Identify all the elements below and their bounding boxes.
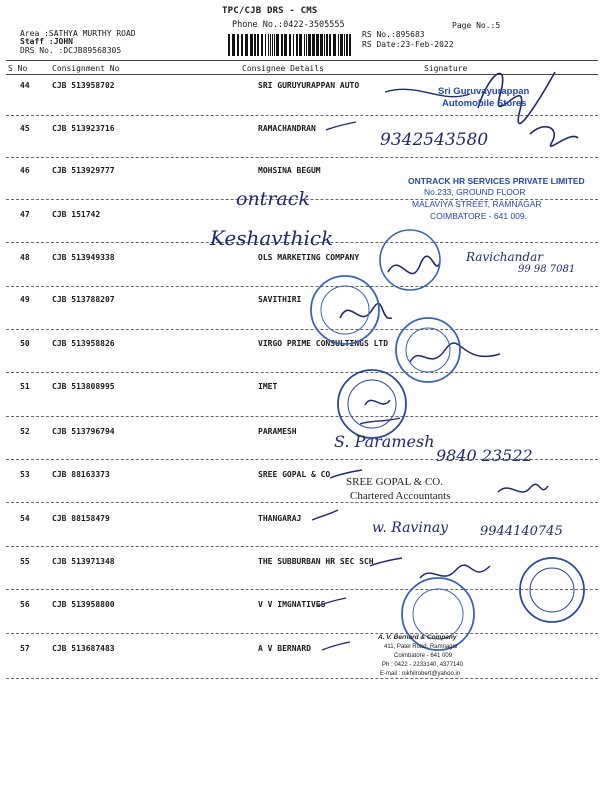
handwritten-thangaraj-num: 9944140745 [480, 524, 563, 539]
row-consignment: CJB 513929777 [52, 166, 115, 175]
col-sno: S No [8, 64, 28, 73]
col-signature: Signature [424, 64, 468, 73]
signature-49 [340, 303, 392, 318]
drs-number: DRS No. :DCJB89568305 [20, 46, 122, 55]
row-consignment: CJB 513958800 [52, 600, 115, 609]
row-sno: 44 [20, 81, 30, 90]
row-consignee: V V IMGNATIVES [258, 600, 326, 609]
staff: Staff :JOHN [20, 37, 73, 46]
row-sno: 49 [20, 295, 30, 304]
guruvayurappan-stamp-line2: Automobile Stores [442, 98, 527, 109]
row-consignee: MOHSINA BEGUM [258, 166, 321, 175]
row-sno: 54 [20, 514, 30, 523]
row-sno: 57 [20, 644, 30, 653]
row-consignee: VIRGO PRIME CONSULTINGS LTD [258, 339, 389, 348]
signature-53 [498, 484, 548, 492]
row-consignee: SREE GOPAL & CO [258, 470, 331, 479]
handwritten-ravichandar-num: 99 98 7081 [518, 264, 576, 275]
row-consignment: CJB 513923716 [52, 124, 115, 133]
row-consignee: SRI GURUYURAPPAN AUTO [258, 81, 360, 90]
handwritten-ravichandar: Ravichandar [466, 250, 543, 264]
handwritten-phone-45: 9342543580 [380, 130, 489, 150]
row-consignee: PARAMESH [258, 427, 297, 436]
row-sno: 51 [20, 382, 30, 391]
row-consignee: IMET [258, 382, 278, 391]
bernard-stamp-line1: A. V. Bernard & Company [378, 634, 457, 641]
signature-45 [530, 127, 578, 147]
row-consignee: THE SUBBURBAN HR SEC SCH [258, 557, 374, 566]
row-consignee: RAMACHANDRAN [258, 124, 316, 133]
row-consignment: CJB 513958826 [52, 339, 115, 348]
ontrack-stamp-line2: No.233, GROUND FLOOR [424, 187, 526, 197]
handwritten-thangaraj-sig: w. Ravinay [372, 520, 449, 536]
row-consignee: SAVITHIRI [258, 295, 302, 304]
row-consignment: CJB 513687483 [52, 644, 115, 653]
row-consignment: CJB 513949338 [52, 253, 115, 262]
rs-date: RS Date:23-Feb-2022 [362, 40, 454, 49]
row-sno: 48 [20, 253, 30, 262]
ontrack-stamp-line3: MALAVIYA STREET, RAMNAGAR [412, 199, 542, 209]
ontrack-stamp-line1: ONTRACK HR SERVICES PRIVATE LIMITED [408, 176, 585, 186]
row-consignment: CJB 513808995 [52, 382, 115, 391]
page-number: Page No.:5 [452, 21, 501, 30]
bernard-stamp-line4: Ph : 0422 - 2233140, 4377140 [382, 662, 464, 668]
row-consignment: CJB 513788207 [52, 295, 115, 304]
signature-51 [365, 400, 390, 405]
row-sno: 56 [20, 600, 30, 609]
sreegopal-stamp-line1: SREE GOPAL & CO. [346, 476, 443, 488]
bernard-stamp-line3: Coimbatore - 641 009 [394, 653, 453, 659]
handwritten-keshavthick: Keshavthick [210, 226, 334, 250]
bernard-stamp-line2: 411, Patel Road, Ramnagar [384, 644, 458, 650]
rs-number: RS No.:895683 [362, 30, 425, 39]
row-consignment: CJB 151742 [52, 210, 101, 219]
row-sno: 45 [20, 124, 30, 133]
phone-number: Phone No.:0422-3505555 [232, 20, 345, 30]
row-consignee: OLS MARKETING COMPANY [258, 253, 360, 262]
row-sno: 50 [20, 339, 30, 348]
area: Area :SATHYA MURTHY ROAD [20, 29, 136, 38]
row-consignment: CJB 513796794 [52, 427, 115, 436]
row-consignee: A V BERNARD [258, 644, 311, 653]
row-consignee: THANGARAJ [258, 514, 302, 523]
signature-48 [388, 256, 440, 273]
row-sno: 55 [20, 557, 30, 566]
row-sno: 53 [20, 470, 30, 479]
guruvayurappan-stamp-line1: Sri Guruvayurappan [438, 86, 530, 97]
row-consignment: CJB 513958702 [52, 81, 115, 90]
handwritten-ontrack: ontrack [236, 188, 310, 210]
handwritten-paramesh-num: 9840 23522 [436, 446, 533, 465]
row-sno: 47 [20, 210, 30, 219]
signature-55 [420, 565, 490, 578]
signature-50 [410, 343, 500, 362]
col-consignment: Consignment No [52, 64, 120, 73]
row-consignment: CJB 513971348 [52, 557, 115, 566]
row-sno: 46 [20, 166, 30, 175]
sreegopal-stamp-line2: Chartered Accountants [350, 490, 451, 502]
ontrack-stamp-line4: COIMBATORE - 641 009. [430, 211, 527, 221]
handwritten-paramesh: S. Paramesh [334, 432, 435, 451]
row-sno: 52 [20, 427, 30, 436]
col-consignee: Consignee Details [242, 64, 324, 73]
sheet-title: TPC/CJB DRS - CMS [222, 6, 318, 16]
row-consignment: CJB 88158479 [52, 514, 110, 523]
bernard-stamp-line5: E-mail : nikhilrobert@yahoo.in [380, 671, 461, 677]
row-consignment: CJB 88163373 [52, 470, 110, 479]
